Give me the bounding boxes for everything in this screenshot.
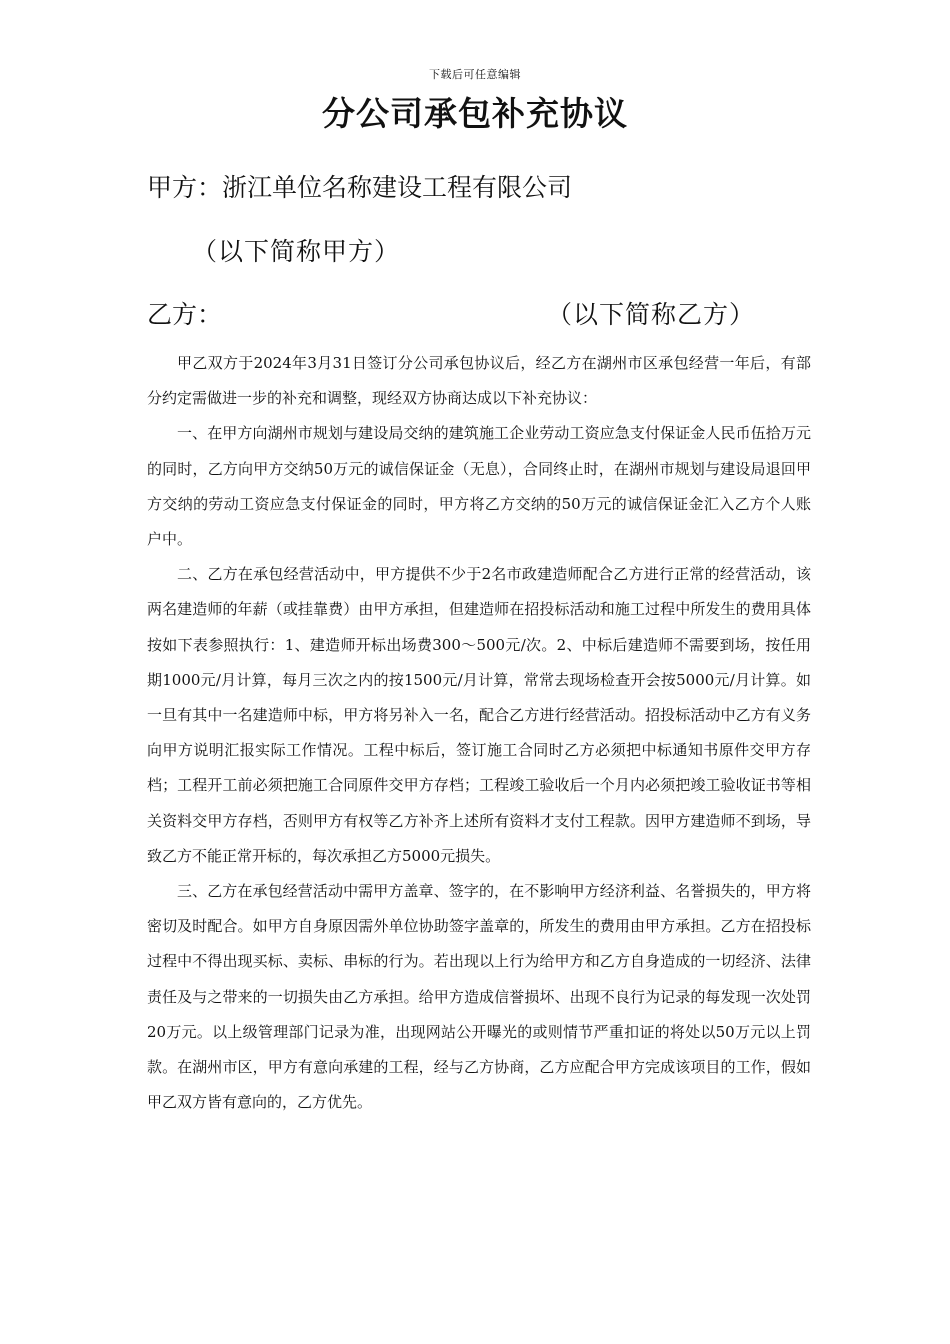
party-b-line [147, 297, 817, 337]
party-a-line [147, 156, 817, 284]
party-b-label: 乙方： [147, 300, 223, 329]
clause-2-paragraph: 二、乙方在承包经营活动中，甲方提供不少于2名市政建造师配合乙方进行正常的经营活动，该两名建造师的年薪（或挂靠费）由甲方承担，但建造师在招投标活动和施工过程中所发生的费用具体按如下表参照执行：1、建造师开标出场费300～500元/次。2、中标后建造师不需要到场，按任用期1000元/月计算，每月三次之内的按1500元/月计算，常常去现场检查开会按5000元/月计算。如一旦有其中一名建造师中标，甲方将另补入一名，配合乙方进行经营活动。招投标活动中乙方有义务向甲方说明汇报实际工作情况。工程中标后，签订施工合同时乙方必须把中标通知书原件交甲方存档；工程开工前必须把施工合同原件交甲方存档；工程竣工验收后一个月内必须把竣工验收证书等相关资料交甲方存档，否则甲方有权等乙方补齐上述所有资料才支付工程款。因甲方建造师不到场，导致乙方不能正常开标的，每次承担乙方5000元损失。 [147, 565, 811, 865]
intro-paragraph: 甲乙双方于2024年3月31日签订分公司承包协议后，经乙方在湖州市区承包经营一年后，有部分约定需做进一步的补充和调整，现经双方协商达成以下补充协议： [147, 354, 811, 408]
document-title: 分公司承包补充协议 [322, 94, 628, 133]
party-a-note: （以下简称甲方） [192, 237, 401, 266]
party-b-note: （以下简称乙方） [547, 300, 756, 329]
header-note: 下载后可任意编辑 [429, 68, 521, 81]
clause-1-paragraph: 一、在甲方向湖州市规划与建设局交纳的建筑施工企业劳动工资应急支付保证金人民币伍拾万元的同时，乙方向甲方交纳50万元的诚信保证金（无息），合同终止时，在湖州市规划与建设局退回甲方交纳的劳动工资应急支付保证金的同时，甲方将乙方交纳的50万元的诚信保证金汇入乙方个人账户中。 [147, 424, 811, 549]
agreement-body [147, 346, 811, 1120]
clause-3-paragraph: 三、乙方在承包经营活动中需甲方盖章、签字的，在不影响甲方经济利益、名誉损失的，甲方将密切及时配合。如甲方自身原因需外单位协助签字盖章的，所发生的费用由甲方承担。乙方在招投标过程中不得出现买标、卖标、串标的行为。若出现以上行为给甲方和乙方自身造成的一切经济、法律责任及与之带来的一切损失由乙方承担。给甲方造成信誉损坏、出现不良行为记录的每发现一次处罚20万元。以上级管理部门记录为准，出现网站公开曝光的或则情节严重扣证的将处以50万元以上罚款。在湖州市区，甲方有意向承建的工程，经与乙方协商，乙方应配合甲方完成该项目的工作，假如甲乙双方皆有意向的，乙方优先。 [147, 882, 811, 1112]
party-a-label: 甲方：浙江单位名称建设工程有限公司 [147, 173, 573, 202]
